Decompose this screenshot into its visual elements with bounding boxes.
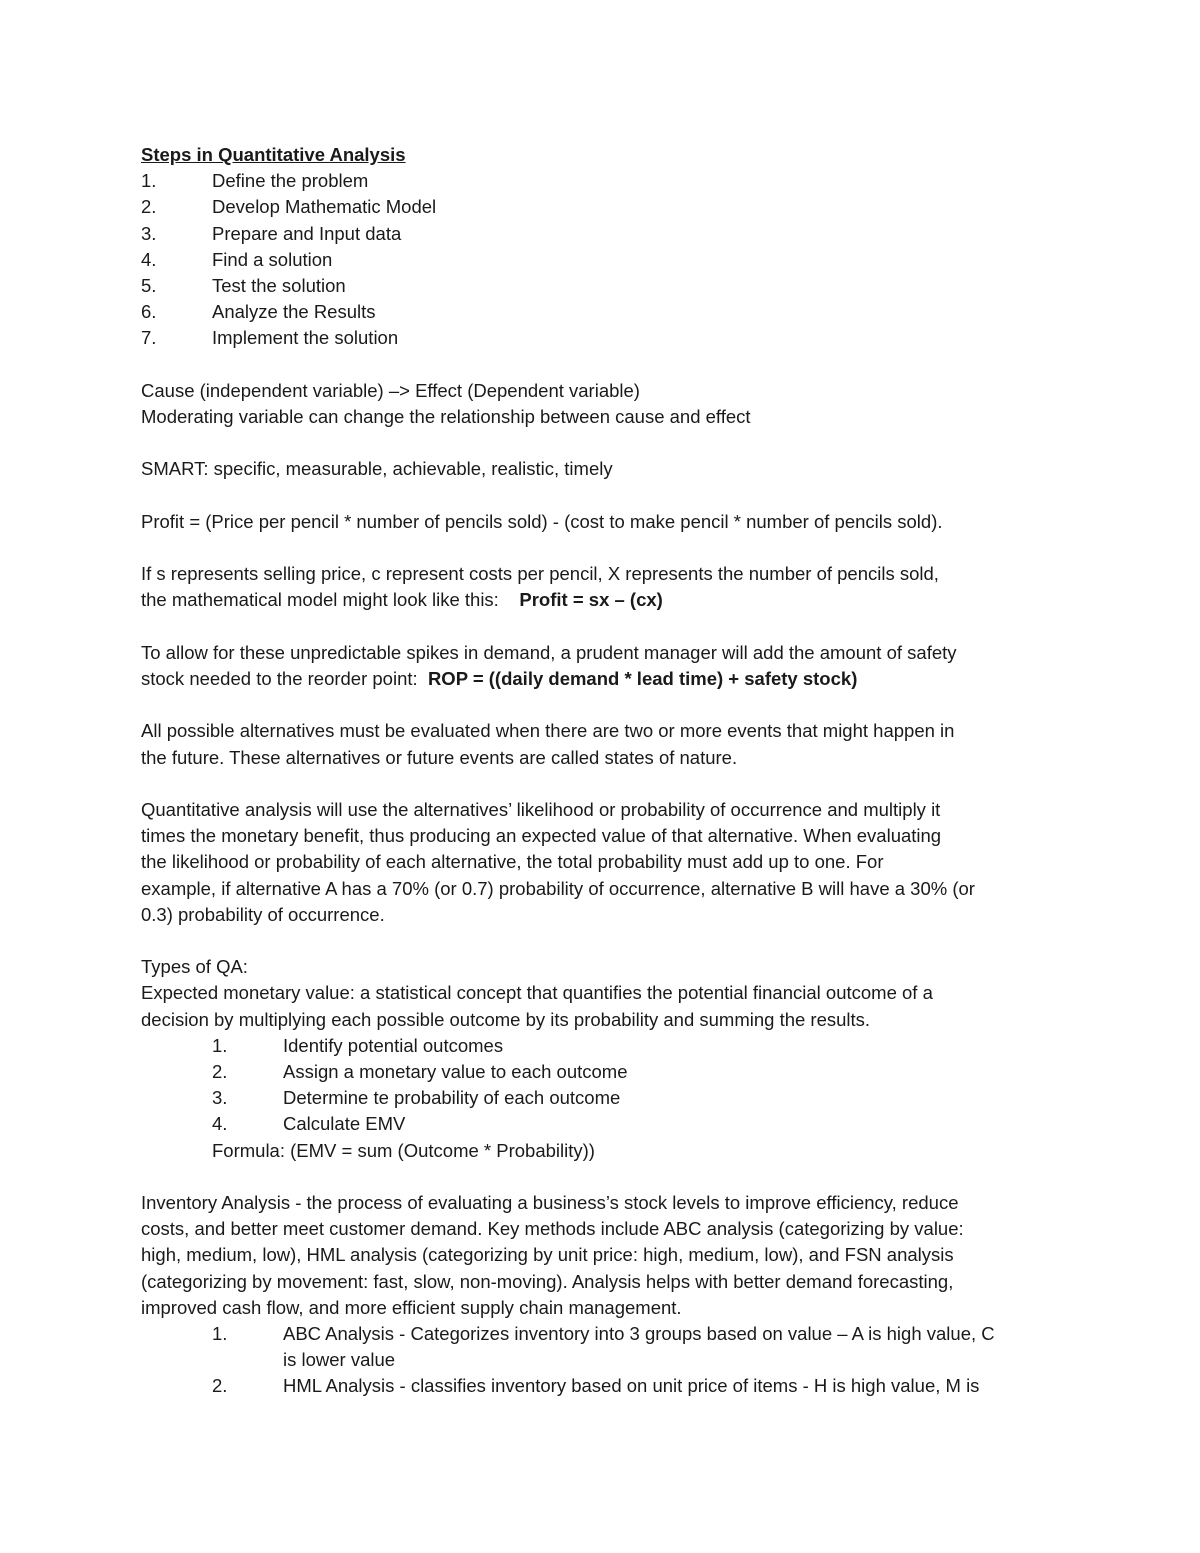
- smart-line: SMART: specific, measurable, achievable, realistic, timely: [141, 458, 613, 480]
- rop-formula-line: [141, 666, 1041, 692]
- emv-step-item: [141, 1085, 1041, 1111]
- emv-step-text: Assign a monetary value to each outcome: [283, 1060, 628, 1082]
- emv-step-number: 2.: [212, 1060, 228, 1082]
- emv-step-item: [141, 1111, 1041, 1137]
- emv-step-number: 3.: [212, 1087, 228, 1109]
- section-title: Steps in Quantitative Analysis: [141, 144, 406, 165]
- alternatives-line: the future. These alternatives or future events are called states of nature.: [141, 746, 738, 768]
- qa-paragraph-line: 0.3) probability of occurrence.: [141, 903, 385, 925]
- profit-line: Profit = (Price per pencil * number of pencils sold) - (cost to make pencil * number of pencils sold).: [141, 510, 943, 532]
- step-text: Develop Mathematic Model: [212, 196, 437, 218]
- inventory-item-text: is lower value: [283, 1349, 396, 1371]
- inventory-line: improved cash flow, and more efficient supply chain management.: [141, 1296, 682, 1318]
- emv-line: Expected monetary value: a statistical concept that quantifies the potential financial outcome of a: [141, 982, 933, 1004]
- qa-paragraph-line: Quantitative analysis will use the alternatives’ likelihood or probability of occurrence and multiply it: [141, 798, 941, 820]
- emv-step-text: Identify potential outcomes: [283, 1034, 504, 1056]
- rop-line: To allow for these unpredictable spikes in demand, a prudent manager will add the amount of safety: [141, 641, 957, 663]
- step-item: [141, 325, 1041, 351]
- inventory-item-body: [283, 1321, 1041, 1373]
- inventory-item-number: 1.: [212, 1323, 228, 1344]
- emv-formula: Formula: (EMV = sum (Outcome * Probability)): [212, 1139, 595, 1161]
- model-formula: Profit = sx – (cx): [519, 589, 663, 611]
- cause-effect-line: Cause (independent variable) –> Effect (Dependent variable): [141, 379, 640, 401]
- inventory-item-text: ABC Analysis - Categorizes inventory into 3 groups based on value – A is high value, C: [283, 1323, 995, 1344]
- inventory-line: costs, and better meet customer demand. Key methods include ABC analysis (categorizing by value:: [141, 1218, 964, 1240]
- step-item: [141, 273, 1041, 299]
- step-text: Implement the solution: [212, 327, 399, 349]
- step-number: 1.: [141, 170, 157, 192]
- emv-step-number: 4.: [212, 1113, 228, 1135]
- step-text: Analyze the Results: [212, 301, 376, 323]
- inventory-item-text: HML Analysis - classifies inventory based on unit price of items - H is high value, M is: [283, 1375, 980, 1397]
- spacer: [141, 1164, 1041, 1190]
- emv-step-text: Calculate EMV: [283, 1113, 406, 1135]
- model-text: the mathematical model might look like this:: [141, 589, 499, 611]
- inventory-item: [141, 1373, 1041, 1399]
- inventory-line: high, medium, low), HML analysis (categorizing by unit price: high, medium, low), and FSN analysis: [141, 1244, 954, 1266]
- emv-line: decision by multiplying each possible outcome by its probability and summing the results.: [141, 1008, 871, 1030]
- step-item: [141, 299, 1041, 325]
- inventory-item-body: [283, 1373, 1041, 1399]
- document-body: [141, 142, 1041, 1400]
- step-item: [141, 247, 1041, 273]
- spacer: [141, 928, 1041, 954]
- step-number: 3.: [141, 222, 157, 244]
- types-heading: Types of QA:: [141, 956, 248, 978]
- step-text: Define the problem: [212, 170, 369, 192]
- step-item: [141, 194, 1041, 220]
- qa-paragraph-line: the likelihood or probability of each alternative, the total probability must add up to one. For: [141, 851, 884, 873]
- step-item: [141, 168, 1041, 194]
- emv-step-item: [141, 1059, 1041, 1085]
- spacer: [141, 430, 1041, 456]
- step-text: Find a solution: [212, 248, 333, 270]
- spacer: [141, 352, 1041, 378]
- step-number: 7.: [141, 327, 157, 349]
- alternatives-line: All possible alternatives must be evaluated when there are two or more events that might happen in: [141, 720, 955, 742]
- inventory-line: (categorizing by movement: fast, slow, non-moving). Analysis helps with better demand forecasting,: [141, 1270, 954, 1292]
- qa-paragraph-line: times the monetary benefit, thus producing an expected value of that alternative. When evaluating: [141, 825, 942, 847]
- step-text: Test the solution: [212, 275, 346, 297]
- step-text: Prepare and Input data: [212, 222, 402, 244]
- rop-text: stock needed to the reorder point:: [141, 667, 418, 689]
- emv-step-text: Determine te probability of each outcome: [283, 1087, 621, 1109]
- inventory-item: [141, 1321, 1041, 1373]
- spacer: [141, 535, 1041, 561]
- step-number: 2.: [141, 196, 157, 218]
- step-number: 5.: [141, 275, 157, 297]
- spacer: [141, 692, 1041, 718]
- step-number: 4.: [141, 248, 157, 270]
- emv-step-number: 1.: [212, 1034, 228, 1056]
- step-number: 6.: [141, 301, 157, 323]
- emv-step-item: [141, 1033, 1041, 1059]
- rop-formula: ROP = ((daily demand * lead time) + safety stock): [427, 667, 858, 689]
- step-item: [141, 221, 1041, 247]
- moderating-line: Moderating variable can change the relationship between cause and effect: [141, 406, 751, 428]
- inventory-item-number: 2.: [212, 1375, 228, 1397]
- spacer: [141, 614, 1041, 640]
- model-line: If s represents selling price, c represent costs per pencil, X represents the number of pencils sold,: [141, 563, 939, 585]
- spacer: [141, 483, 1041, 509]
- inventory-line: Inventory Analysis - the process of evaluating a business’s stock levels to improve efficiency, reduce: [141, 1191, 959, 1213]
- qa-paragraph-line: example, if alternative A has a 70% (or 0.7) probability of occurrence, alternative B will have a 30% (or: [141, 877, 975, 899]
- spacer: [141, 771, 1041, 797]
- model-formula-line: [141, 587, 1041, 613]
